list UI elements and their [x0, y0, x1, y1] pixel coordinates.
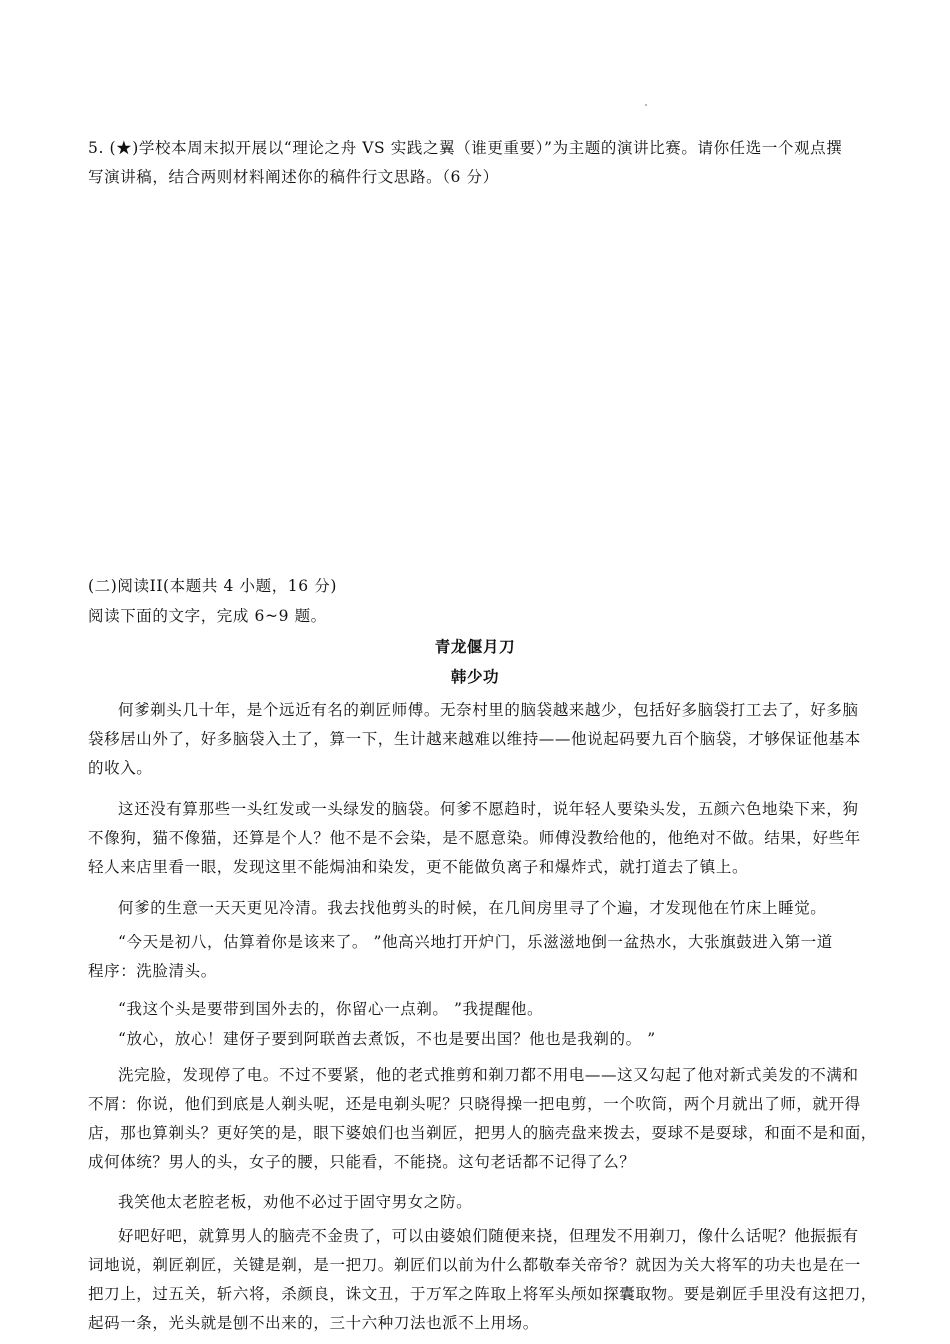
paragraph-4-line-2: 程序：洗脸清头。 — [88, 962, 217, 980]
paragraph-8-line-1: 我笑他太老腔老板，劝他不必过于固守男女之防。 — [118, 1193, 473, 1211]
paragraph-9-line-3: 把刀上，过五关，斩六将，杀颜良，诛文丑，于万军之阵取上将军头颅如探囊取物。要是剃匠手里没有这把刀， — [88, 1285, 877, 1303]
paragraph-5-line-1: “我这个头是要带到国外去的，你留心一点剃。 ”我提醒他。 — [118, 1000, 544, 1018]
question-5-line-1: 5. (★)学校本周末拟开展以“理论之舟 VS 实践之翼（谁更重要）”为主题的演讲比赛。请你任选一个观点撰 — [88, 139, 843, 157]
paragraph-1-line-1: 何爹剃头几十年，是个远近有名的剃匠师傅。无奈村里的脑袋越来越少，包括好多脑袋打工去了，好多脑 — [118, 701, 859, 719]
paragraph-9-line-2: 词地说，剃匠剃匠，关键是剃，是一把刀。剃匠们以前为什么都敬奉关帝爷？就因为关大将军的功夫也是在一 — [88, 1256, 861, 1274]
paragraph-2-line-1: 这还没有算那些一头红发或一头绿发的脑袋。何爹不愿趋时，说年轻人要染头发，五颜六色地染下来，狗 — [118, 800, 859, 818]
article-author: 韩少功 — [450, 667, 500, 686]
paragraph-7-line-1: 洗完脸，发现停了电。不过不要紧，他的老式推剪和剃刀都不用电——这又勾起了他对新式美发的不满和 — [118, 1066, 859, 1084]
paragraph-7-line-3: 店，那也算剃头？更好笑的是，眼下婆娘们也当剃匠，把男人的脑壳盘来拨去，耍球不是耍球，和面不是和面， — [88, 1124, 877, 1142]
question-5-line-2: 写演讲稿，结合两则材料阐述你的稿件行文思路。（6 分） — [88, 168, 499, 186]
paragraph-4-line-1: “今天是初八，估算着你是该来了。 ”他高兴地打开炉门，乐滋滋地倒一盆热水，大张旗鼓进入第一道 — [118, 933, 833, 951]
paragraph-7-line-4: 成何体统？男人的头，女子的腰，只能看，不能挠。这句老话都不记得了么？ — [88, 1153, 636, 1171]
article-title: 青龙偃月刀 — [434, 637, 516, 656]
paragraph-9-line-1: 好吧好吧，就算男人的脑壳不金贵了，可以由婆娘们随便来挠，但理发不用剃刀，像什么话呢？他振振有 — [118, 1227, 859, 1245]
paragraph-2-line-2: 不像狗，猫不像猫，还算是个人？他不是不会染，是不愿意染。师傅没教给他的，他绝对不做。结果，好些年 — [88, 829, 861, 847]
paragraph-1-line-3: 的收入。 — [88, 759, 153, 777]
paragraph-1-line-2: 袋移居山外了，好多脑袋入土了，算一下，生计越来越难以维持——他说起码要九百个脑袋，才够保证他基本 — [88, 730, 861, 748]
paragraph-9-line-4: 起码一条，光头就是刨不出来的，三十六种刀法也派不上用场。 — [88, 1314, 539, 1332]
paragraph-6-line-1: “放心，放心！建伢子要到阿联酋去煮饭，不也是要出国？他也是我剃的。 ” — [118, 1030, 656, 1048]
scan-speck — [645, 104, 647, 106]
section-instruction: 阅读下面的文字，完成 6~9 题。 — [88, 607, 327, 625]
paragraph-2-line-3: 轻人来店里看一眼，发现这里不能焗油和染发，更不能做负离子和爆炸式，就打道去了镇上。 — [88, 858, 749, 876]
paragraph-7-line-2: 不屑：你说，他们到底是人剃头呢，还是电剃头呢？只晓得操一把电剪，一个吹筒，两个月就出了师，就开得 — [88, 1095, 861, 1113]
section-heading: (二)阅读II(本题共 4 小题，16 分) — [88, 577, 338, 595]
paragraph-3-line-1: 何爹的生意一天天更见冷清。我去找他剪头的时候，在几间房里寻了个遍，才发现他在竹床上睡觉。 — [118, 899, 827, 917]
